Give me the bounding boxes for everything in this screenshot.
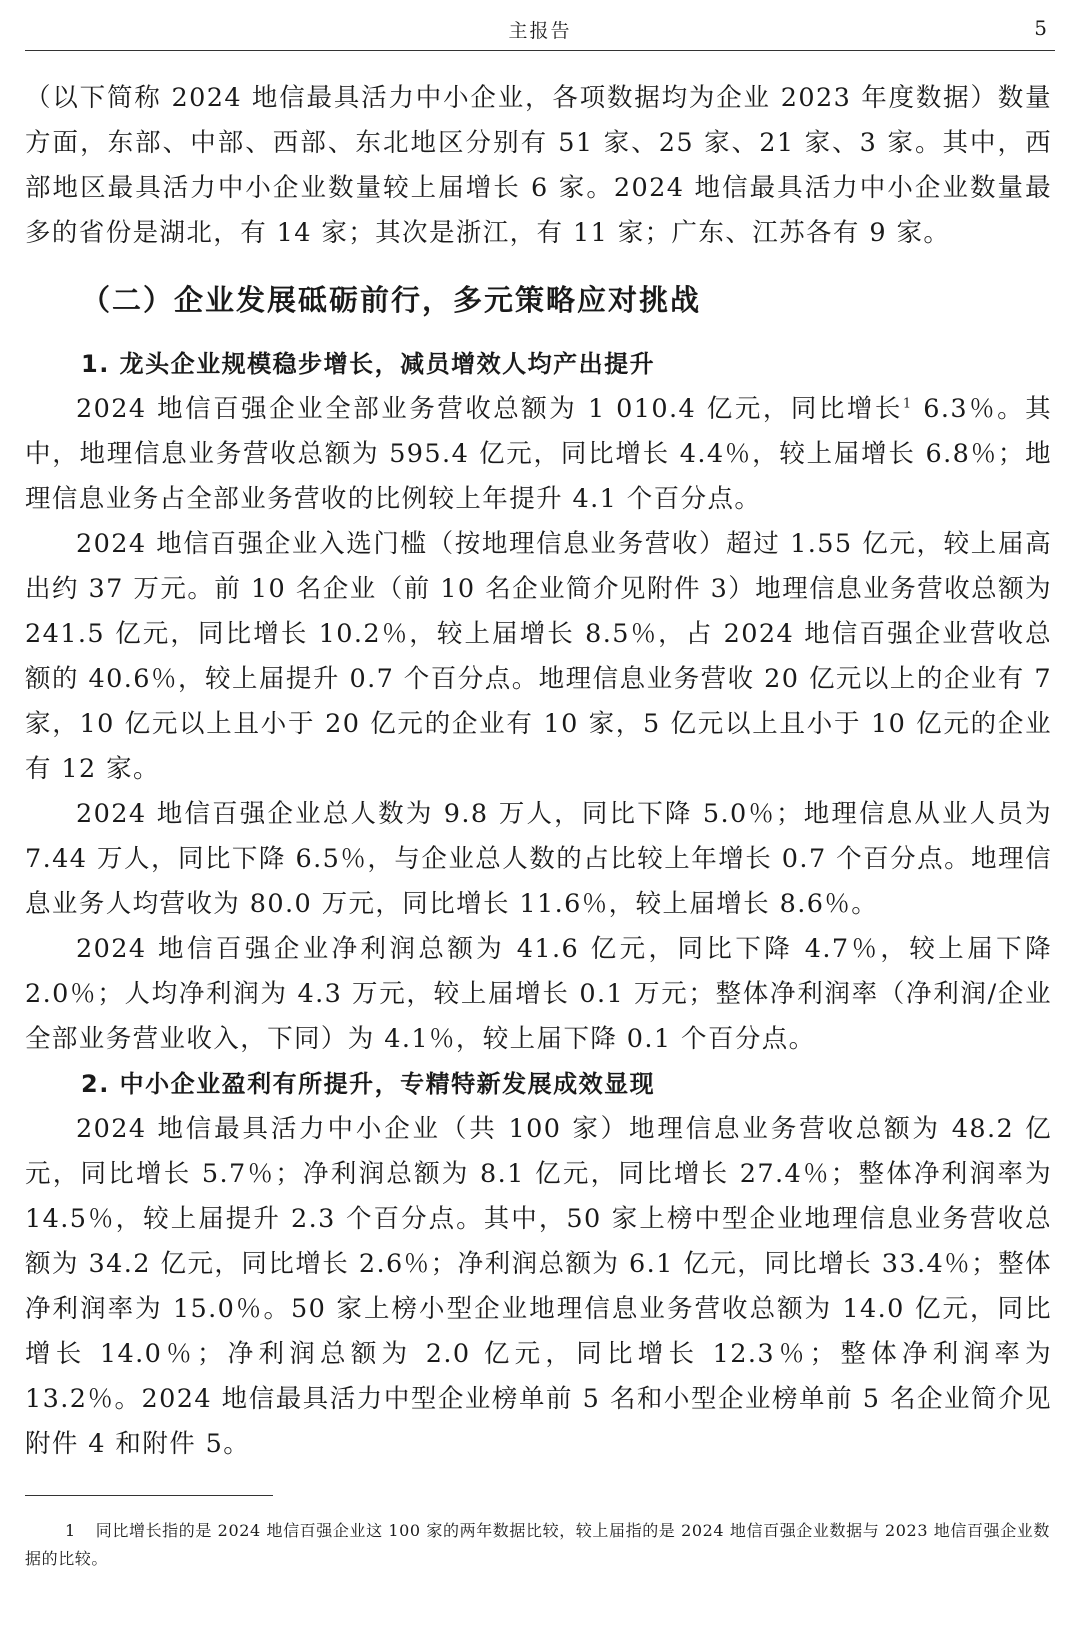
footnote-text: 同比增长指的是 2024 地信百强企业这 100 家的两年数据比较，较上届指的是 2024 地信百强企业数据与 2023 地信百强企业数据的比较。 bbox=[25, 1521, 1050, 1568]
header-title: 主报告 bbox=[508, 20, 572, 42]
subsection-heading-1: 1. 龙头企业规模稳步增长，减员增效人均产出提升 bbox=[81, 350, 656, 378]
footnote-reference[interactable]: 1 bbox=[902, 396, 913, 412]
paragraph-continuation: （以下简称 2024 地信最具活力中小企业，各项数据均为企业 2023 年度数据）数量方面，东部、中部、西部、东北地区分别有 51 家、25 家、21 家、3 家。其中，西部地区最具活力中小企业数量较上届增长 6 家。2024 地信最具活力中小企业数量最多的省份是湖北，有 14 家；其次是浙江，有 11 家；广东、江苏各有 9 家。 bbox=[25, 83, 1052, 248]
paragraph-net-profit: 2024 地信百强企业净利润总额为 41.6 亿元，同比下降 4.7％，较上届下降 2.0％；人均净利润为 4.3 万元，较上届增长 0.1 万元；整体净利润率（净利润/企业全部业务营业收入，下同）为 4.1％，较上届下降 0.1 个百分点。 bbox=[25, 934, 1052, 1054]
footnote bbox=[25, 1517, 1050, 1573]
page-number: 5 bbox=[1034, 16, 1047, 40]
paragraph-sme: 2024 地信最具活力中小企业（共 100 家）地理信息业务营收总额为 48.2 亿元，同比增长 5.7％；净利润总额为 8.1 亿元，同比增长 27.4％；整体净利润率为 14.5％，较上届提升 2.3 个百分点。其中，50 家上榜中型企业地理信息业务营收总额为 34.2 亿元，同比增长 2.6％；净利润总额为 6.1 亿元，同比增长 33.4％；整体净利润率为 15.0％。50 家上榜小型企业地理信息业务营收总额为 14.0 亿元，同比增长 14.0％；净利润总额为 2.0 亿元，同比增长 12.3％；整体净利润率为 13.2％。2024 地信最具活力中型企业榜单前 5 名和小型企业榜单前 5 名企业简介见附件 4 和附件 5。 bbox=[25, 1114, 1052, 1459]
paragraph-revenue bbox=[25, 387, 1052, 522]
paragraph-revenue-part-a: 2024 地信百强企业全部业务营收总额为 1 010.4 亿元，同比增长 bbox=[76, 394, 903, 424]
footnote-divider bbox=[25, 1495, 273, 1496]
subsection-heading-2: 2. 中小企业盈利有所提升，专精特新发展成效显现 bbox=[81, 1070, 656, 1098]
paragraph-headcount: 2024 地信百强企业总人数为 9.8 万人，同比下降 5.0％；地理信息从业人员为 7.44 万人，同比下降 6.5％，与企业总人数的占比较上年增长 0.7 个百分点。地理信息业务人均营收为 80.0 万元，同比增长 11.6％，较上届增长 8.6％。 bbox=[25, 799, 1052, 919]
paragraph-threshold: 2024 地信百强企业入选门槛（按地理信息业务营收）超过 1.55 亿元，较上届高出约 37 万元。前 10 名企业（前 10 名企业简介见附件 3）地理信息业务营收总额为 241.5 亿元，同比增长 10.2％，较上届增长 8.5％，占 2024 地信百强企业营收总额的 40.6％，较上届提升 0.7 个百分点。地理信息业务营收 20 亿元以上的企业有 7 家，10 亿元以上且小于 20 亿元的企业有 10 家，5 亿元以上且小于 10 亿元的企业有 12 家。 bbox=[25, 529, 1052, 784]
running-header bbox=[25, 10, 1055, 51]
footnote-number: 1 bbox=[65, 1521, 76, 1540]
paragraph-revenue-part-b: 6.3％。其中，地理信息业务营收总额为 595.4 亿元，同比增长 4.4％，较上届增长 6.8％；地理信息业务占全部业务营收的比例较上年提升 4.1 个百分点。 bbox=[25, 394, 1052, 514]
main-content bbox=[25, 76, 1052, 1467]
section-heading: （二）企业发展砥砺前行，多元策略应对挑战 bbox=[81, 283, 702, 317]
